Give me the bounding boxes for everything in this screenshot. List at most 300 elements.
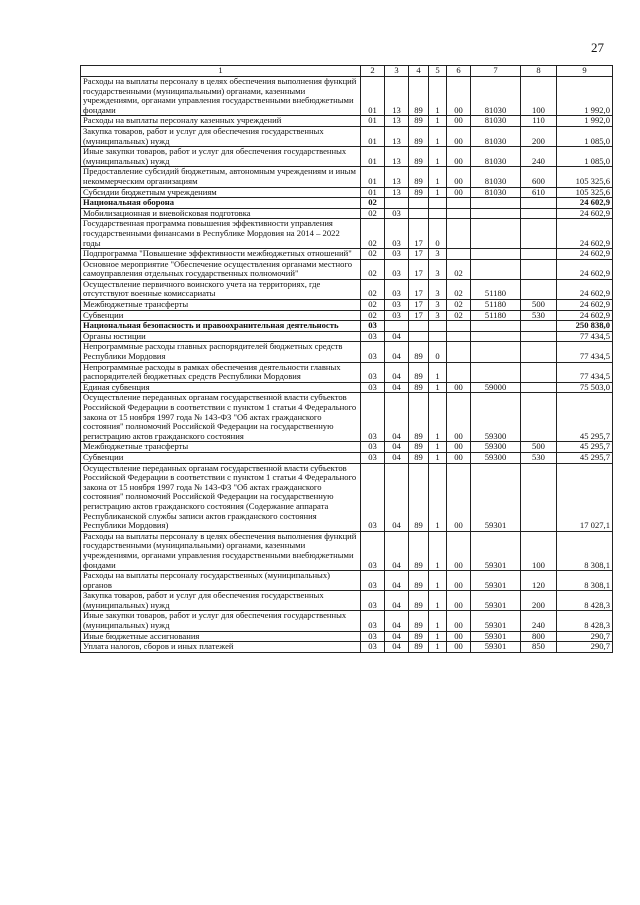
direction-code-cell: [471, 249, 521, 260]
activity-code-cell: 00: [447, 116, 471, 127]
direction-code-cell: 81030: [471, 147, 521, 167]
table-row: [81, 442, 613, 453]
amount-cell: 24 602,9: [557, 219, 613, 249]
table-row: [81, 631, 613, 642]
section-code-cell: 01: [361, 167, 385, 187]
activity-code-cell: 00: [447, 167, 471, 187]
subprogram-code-cell: 3: [429, 310, 447, 321]
subsection-code-cell: 03: [385, 310, 409, 321]
expense-type-cell: 240: [521, 611, 557, 631]
subprogram-code-cell: 1: [429, 452, 447, 463]
table-row: [81, 300, 613, 311]
activity-code-cell: 00: [447, 382, 471, 393]
amount-cell: 77 434,5: [557, 331, 613, 342]
table-row: [81, 219, 613, 249]
expense-name-cell: Расходы на выплаты персоналу в целях обеспечения выполнения функций государственными (муниципальными) органами, казенными учреждениями, органами управления государственными внебюджетными фондами: [81, 77, 361, 116]
subsection-code-cell: 13: [385, 187, 409, 198]
table-row: [81, 342, 613, 362]
activity-code-cell: [447, 198, 471, 209]
expense-type-cell: 500: [521, 300, 557, 311]
expense-type-cell: 600: [521, 167, 557, 187]
expense-name-cell: Межбюджетные трансферты: [81, 442, 361, 453]
expense-name-cell: Мобилизационная и вневойсковая подготовка: [81, 208, 361, 219]
program-code-cell: 89: [409, 611, 429, 631]
expense-type-cell: 100: [521, 77, 557, 116]
expense-type-cell: 240: [521, 147, 557, 167]
section-code-cell: 02: [361, 259, 385, 279]
activity-code-cell: 00: [447, 642, 471, 653]
direction-code-cell: 59300: [471, 393, 521, 442]
amount-cell: 105 325,6: [557, 187, 613, 198]
expense-type-cell: [521, 321, 557, 332]
section-code-cell: 03: [361, 393, 385, 442]
program-code-cell: 89: [409, 187, 429, 198]
table-row: [81, 382, 613, 393]
expense-name-cell: Единая субвенция: [81, 382, 361, 393]
section-code-cell: 01: [361, 116, 385, 127]
section-code-cell: 02: [361, 279, 385, 299]
column-header: 3: [385, 66, 409, 77]
activity-code-cell: [447, 321, 471, 332]
subsection-code-cell: 04: [385, 442, 409, 453]
section-code-cell: 03: [361, 442, 385, 453]
subsection-code-cell: 04: [385, 642, 409, 653]
table-row: [81, 611, 613, 631]
activity-code-cell: 00: [447, 442, 471, 453]
table-row: [81, 362, 613, 382]
subprogram-code-cell: 1: [429, 147, 447, 167]
program-code-cell: 17: [409, 279, 429, 299]
expense-name-cell: Осуществление переданных органам государственной власти субъектов Российской Федерации в соответствии с пунктом 1 статьи 4 Федерального закона от 15 ноября 1997 года № 143-ФЗ "Об актах гражданского состояния" полномочий Российской Федерации на государственную регистрацию актов гражданского состояния (Содержание аппарата Республиканской службы записи актов гражданского состояния Республики Мордовия): [81, 463, 361, 531]
direction-code-cell: [471, 342, 521, 362]
subsection-code-cell: 04: [385, 342, 409, 362]
section-code-cell: 03: [361, 611, 385, 631]
program-code-cell: 89: [409, 126, 429, 146]
column-header: 7: [471, 66, 521, 77]
table-row: [81, 393, 613, 442]
activity-code-cell: 00: [447, 147, 471, 167]
program-code-cell: [409, 331, 429, 342]
direction-code-cell: 59301: [471, 631, 521, 642]
section-code-cell: 02: [361, 249, 385, 260]
table-row: [81, 259, 613, 279]
direction-code-cell: 51180: [471, 279, 521, 299]
budget-table: [80, 65, 613, 653]
subprogram-code-cell: 1: [429, 631, 447, 642]
section-code-cell: 02: [361, 219, 385, 249]
expense-name-cell: Государственная программа повышения эффективности управления государственными финансами в Республике Мордовия на 2014 – 2022 годы: [81, 219, 361, 249]
column-header: 5: [429, 66, 447, 77]
column-header: 1: [81, 66, 361, 77]
expense-type-cell: [521, 249, 557, 260]
section-code-cell: 02: [361, 198, 385, 209]
table-row: [81, 167, 613, 187]
amount-cell: 290,7: [557, 631, 613, 642]
direction-code-cell: 59301: [471, 591, 521, 611]
section-code-cell: 03: [361, 631, 385, 642]
subprogram-code-cell: 1: [429, 642, 447, 653]
subsection-code-cell: 04: [385, 452, 409, 463]
expense-name-cell: Национальная безопасность и правоохранительная деятельность: [81, 321, 361, 332]
section-code-cell: 03: [361, 382, 385, 393]
direction-code-cell: [471, 208, 521, 219]
expense-type-cell: 800: [521, 631, 557, 642]
amount-cell: 24 602,9: [557, 208, 613, 219]
subsection-code-cell: 13: [385, 116, 409, 127]
expense-type-cell: 120: [521, 571, 557, 591]
amount-cell: 1 085,0: [557, 126, 613, 146]
direction-code-cell: 81030: [471, 187, 521, 198]
direction-code-cell: 59301: [471, 531, 521, 570]
activity-code-cell: 00: [447, 463, 471, 531]
program-code-cell: 89: [409, 362, 429, 382]
expense-type-cell: [521, 382, 557, 393]
amount-cell: 8 308,1: [557, 571, 613, 591]
program-code-cell: [409, 321, 429, 332]
table-row: [81, 187, 613, 198]
activity-code-cell: 00: [447, 452, 471, 463]
expense-type-cell: [521, 362, 557, 382]
subsection-code-cell: 04: [385, 331, 409, 342]
subsection-code-cell: 03: [385, 279, 409, 299]
expense-name-cell: Предоставление субсидий бюджетным, автономным учреждениям и иным некоммерческим организациям: [81, 167, 361, 187]
section-code-cell: 03: [361, 362, 385, 382]
table-row: [81, 279, 613, 299]
amount-cell: 24 602,9: [557, 279, 613, 299]
expense-name-cell: Иные бюджетные ассигнования: [81, 631, 361, 642]
expense-type-cell: 530: [521, 452, 557, 463]
section-code-cell: 02: [361, 208, 385, 219]
column-header: 9: [557, 66, 613, 77]
section-code-cell: 03: [361, 321, 385, 332]
column-header: 2: [361, 66, 385, 77]
section-code-cell: 03: [361, 452, 385, 463]
subsection-code-cell: 04: [385, 631, 409, 642]
table-row: [81, 642, 613, 653]
program-code-cell: 89: [409, 452, 429, 463]
table-row: [81, 463, 613, 531]
table-row: [81, 452, 613, 463]
expense-type-cell: 100: [521, 531, 557, 570]
expense-name-cell: Расходы на выплаты персоналу казенных учреждений: [81, 116, 361, 127]
program-code-cell: 17: [409, 300, 429, 311]
program-code-cell: [409, 208, 429, 219]
table-row: [81, 147, 613, 167]
direction-code-cell: 59300: [471, 442, 521, 453]
expense-type-cell: [521, 208, 557, 219]
column-header: 6: [447, 66, 471, 77]
amount-cell: 290,7: [557, 642, 613, 653]
expense-type-cell: [521, 331, 557, 342]
subsection-code-cell: 03: [385, 249, 409, 260]
subsection-code-cell: 04: [385, 463, 409, 531]
section-code-cell: 03: [361, 531, 385, 570]
subsection-code-cell: 13: [385, 126, 409, 146]
program-code-cell: [409, 198, 429, 209]
activity-code-cell: 00: [447, 631, 471, 642]
section-code-cell: 01: [361, 126, 385, 146]
amount-cell: 8 308,1: [557, 531, 613, 570]
subprogram-code-cell: 1: [429, 187, 447, 198]
direction-code-cell: 81030: [471, 116, 521, 127]
subprogram-code-cell: 1: [429, 393, 447, 442]
subsection-code-cell: 03: [385, 219, 409, 249]
expense-name-cell: Основное мероприятие "Обеспечение осуществления органами местного самоуправления отдельных государственных полномочий": [81, 259, 361, 279]
activity-code-cell: [447, 362, 471, 382]
activity-code-cell: [447, 208, 471, 219]
expense-name-cell: Непрограммные расходы в рамках обеспечения деятельности главных распорядителей бюджетных средств Республики Мордовия: [81, 362, 361, 382]
amount-cell: 250 838,0: [557, 321, 613, 332]
program-code-cell: 89: [409, 571, 429, 591]
expense-name-cell: Расходы на выплаты персоналу государственных (муниципальных) органов: [81, 571, 361, 591]
subsection-code-cell: 03: [385, 300, 409, 311]
subprogram-code-cell: 3: [429, 279, 447, 299]
table-row: [81, 571, 613, 591]
amount-cell: 8 428,3: [557, 611, 613, 631]
amount-cell: 8 428,3: [557, 591, 613, 611]
activity-code-cell: 00: [447, 77, 471, 116]
activity-code-cell: 02: [447, 300, 471, 311]
program-code-cell: 89: [409, 631, 429, 642]
program-code-cell: 17: [409, 219, 429, 249]
expense-name-cell: Иные закупки товаров, работ и услуг для обеспечения государственных (муниципальных) нужд: [81, 611, 361, 631]
table-row: [81, 126, 613, 146]
expense-type-cell: 610: [521, 187, 557, 198]
expense-name-cell: Осуществление первичного воинского учета на территориях, где отсутствуют военные комиссариаты: [81, 279, 361, 299]
subprogram-code-cell: 1: [429, 362, 447, 382]
expense-type-cell: [521, 259, 557, 279]
subprogram-code-cell: [429, 208, 447, 219]
subprogram-code-cell: [429, 198, 447, 209]
direction-code-cell: 59301: [471, 611, 521, 631]
program-code-cell: 89: [409, 591, 429, 611]
column-header: 4: [409, 66, 429, 77]
amount-cell: 45 295,7: [557, 452, 613, 463]
table-row: [81, 321, 613, 332]
direction-code-cell: 51180: [471, 310, 521, 321]
section-code-cell: 03: [361, 591, 385, 611]
direction-code-cell: 81030: [471, 126, 521, 146]
subprogram-code-cell: 0: [429, 219, 447, 249]
direction-code-cell: 59300: [471, 452, 521, 463]
direction-code-cell: 59000: [471, 382, 521, 393]
subprogram-code-cell: 0: [429, 342, 447, 362]
subprogram-code-cell: 1: [429, 531, 447, 570]
program-code-cell: 89: [409, 77, 429, 116]
program-code-cell: 89: [409, 463, 429, 531]
amount-cell: 77 434,5: [557, 342, 613, 362]
program-code-cell: 89: [409, 116, 429, 127]
program-code-cell: 89: [409, 167, 429, 187]
subprogram-code-cell: [429, 331, 447, 342]
table-row: [81, 531, 613, 570]
table-row: [81, 208, 613, 219]
amount-cell: 24 602,9: [557, 300, 613, 311]
subprogram-code-cell: 3: [429, 300, 447, 311]
expense-name-cell: Осуществление переданных органам государственной власти субъектов Российской Федерации в соответствии с пунктом 1 статьи 4 Федерального закона от 15 ноября 1997 года № 143-ФЗ "Об актах гражданского состояния" полномочий Российской Федерации на государственную регистрацию актов гражданского состояния: [81, 393, 361, 442]
table-row: [81, 116, 613, 127]
subsection-code-cell: 04: [385, 393, 409, 442]
subprogram-code-cell: 3: [429, 249, 447, 260]
subprogram-code-cell: 3: [429, 259, 447, 279]
direction-code-cell: [471, 362, 521, 382]
subsection-code-cell: 04: [385, 531, 409, 570]
expense-name-cell: Иные закупки товаров, работ и услуг для обеспечения государственных (муниципальных) нужд: [81, 147, 361, 167]
section-code-cell: 03: [361, 463, 385, 531]
section-code-cell: 03: [361, 342, 385, 362]
program-code-cell: 17: [409, 310, 429, 321]
program-code-cell: 89: [409, 393, 429, 442]
expense-type-cell: 200: [521, 126, 557, 146]
expense-type-cell: 500: [521, 442, 557, 453]
subsection-code-cell: 03: [385, 259, 409, 279]
expense-name-cell: Уплата налогов, сборов и иных платежей: [81, 642, 361, 653]
table-row: [81, 77, 613, 116]
subprogram-code-cell: 1: [429, 611, 447, 631]
activity-code-cell: 00: [447, 187, 471, 198]
subprogram-code-cell: 1: [429, 126, 447, 146]
program-code-cell: 89: [409, 342, 429, 362]
activity-code-cell: 00: [447, 531, 471, 570]
expense-type-cell: 110: [521, 116, 557, 127]
activity-code-cell: 00: [447, 611, 471, 631]
activity-code-cell: 00: [447, 571, 471, 591]
amount-cell: 1 085,0: [557, 147, 613, 167]
subsection-code-cell: 13: [385, 167, 409, 187]
expense-type-cell: [521, 219, 557, 249]
activity-code-cell: 00: [447, 126, 471, 146]
section-code-cell: 01: [361, 187, 385, 198]
expense-name-cell: Органы юстиции: [81, 331, 361, 342]
subsection-code-cell: [385, 321, 409, 332]
activity-code-cell: 02: [447, 310, 471, 321]
expense-type-cell: [521, 279, 557, 299]
amount-cell: 45 295,7: [557, 442, 613, 453]
amount-cell: 17 027,1: [557, 463, 613, 531]
subsection-code-cell: [385, 198, 409, 209]
expense-name-cell: Субвенции: [81, 452, 361, 463]
table-row: [81, 310, 613, 321]
direction-code-cell: 59301: [471, 642, 521, 653]
expense-name-cell: Межбюджетные трансферты: [81, 300, 361, 311]
section-code-cell: 01: [361, 77, 385, 116]
direction-code-cell: 51180: [471, 300, 521, 311]
table-row: [81, 198, 613, 209]
program-code-cell: 89: [409, 147, 429, 167]
program-code-cell: 17: [409, 249, 429, 260]
expense-name-cell: Закупка товаров, работ и услуг для обеспечения государственных (муниципальных) нужд: [81, 591, 361, 611]
expense-type-cell: 200: [521, 591, 557, 611]
activity-code-cell: 02: [447, 279, 471, 299]
program-code-cell: 89: [409, 531, 429, 570]
expense-type-cell: 530: [521, 310, 557, 321]
direction-code-cell: [471, 321, 521, 332]
direction-code-cell: [471, 198, 521, 209]
page-number: 27: [591, 40, 604, 55]
direction-code-cell: [471, 259, 521, 279]
expense-name-cell: Расходы на выплаты персоналу в целях обеспечения выполнения функций государственными (муниципальными) органами, казенными учреждениями, органами управления государственными внебюджетными фондами: [81, 531, 361, 570]
amount-cell: 1 992,0: [557, 116, 613, 127]
expense-name-cell: Непрограммные расходы главных распорядителей бюджетных средств Республики Мордовия: [81, 342, 361, 362]
subsection-code-cell: 04: [385, 571, 409, 591]
subsection-code-cell: 04: [385, 591, 409, 611]
activity-code-cell: [447, 342, 471, 362]
expense-type-cell: [521, 198, 557, 209]
subsection-code-cell: 04: [385, 382, 409, 393]
subsection-code-cell: 13: [385, 147, 409, 167]
program-code-cell: 89: [409, 642, 429, 653]
subprogram-code-cell: 1: [429, 571, 447, 591]
expense-type-cell: 850: [521, 642, 557, 653]
direction-code-cell: 81030: [471, 77, 521, 116]
subprogram-code-cell: 1: [429, 77, 447, 116]
activity-code-cell: [447, 219, 471, 249]
amount-cell: 24 602,9: [557, 259, 613, 279]
expense-name-cell: Закупка товаров, работ и услуг для обеспечения государственных (муниципальных) нужд: [81, 126, 361, 146]
activity-code-cell: [447, 249, 471, 260]
program-code-cell: 89: [409, 442, 429, 453]
subprogram-code-cell: 1: [429, 591, 447, 611]
activity-code-cell: 02: [447, 259, 471, 279]
amount-cell: 105 325,6: [557, 167, 613, 187]
expense-name-cell: Национальная оборона: [81, 198, 361, 209]
expense-name-cell: Субвенции: [81, 310, 361, 321]
expense-name-cell: Подпрограмма "Повышение эффективности межбюджетных отношений": [81, 249, 361, 260]
table-row: [81, 249, 613, 260]
expense-type-cell: [521, 342, 557, 362]
section-code-cell: 02: [361, 310, 385, 321]
section-code-cell: 03: [361, 331, 385, 342]
activity-code-cell: 00: [447, 393, 471, 442]
amount-cell: 24 602,9: [557, 249, 613, 260]
subprogram-code-cell: 1: [429, 382, 447, 393]
subprogram-code-cell: 1: [429, 167, 447, 187]
amount-cell: 24 602,9: [557, 198, 613, 209]
program-code-cell: 89: [409, 382, 429, 393]
subprogram-code-cell: 1: [429, 463, 447, 531]
subprogram-code-cell: 1: [429, 116, 447, 127]
expense-type-cell: [521, 393, 557, 442]
subsection-code-cell: 04: [385, 611, 409, 631]
subsection-code-cell: 03: [385, 208, 409, 219]
direction-code-cell: 81030: [471, 167, 521, 187]
subsection-code-cell: 13: [385, 77, 409, 116]
amount-cell: 1 992,0: [557, 77, 613, 116]
direction-code-cell: 59301: [471, 571, 521, 591]
subprogram-code-cell: [429, 321, 447, 332]
activity-code-cell: 00: [447, 591, 471, 611]
table-row: [81, 331, 613, 342]
direction-code-cell: [471, 331, 521, 342]
amount-cell: 77 434,5: [557, 362, 613, 382]
column-header: 8: [521, 66, 557, 77]
amount-cell: 75 503,0: [557, 382, 613, 393]
direction-code-cell: [471, 219, 521, 249]
expense-type-cell: [521, 463, 557, 531]
section-code-cell: 02: [361, 300, 385, 311]
program-code-cell: 17: [409, 259, 429, 279]
subprogram-code-cell: 1: [429, 442, 447, 453]
expense-name-cell: Субсидии бюджетным учреждениям: [81, 187, 361, 198]
subsection-code-cell: 04: [385, 362, 409, 382]
direction-code-cell: 59301: [471, 463, 521, 531]
activity-code-cell: [447, 331, 471, 342]
amount-cell: 45 295,7: [557, 393, 613, 442]
amount-cell: 24 602,9: [557, 310, 613, 321]
header-row: [81, 66, 613, 77]
table-row: [81, 591, 613, 611]
section-code-cell: 03: [361, 571, 385, 591]
